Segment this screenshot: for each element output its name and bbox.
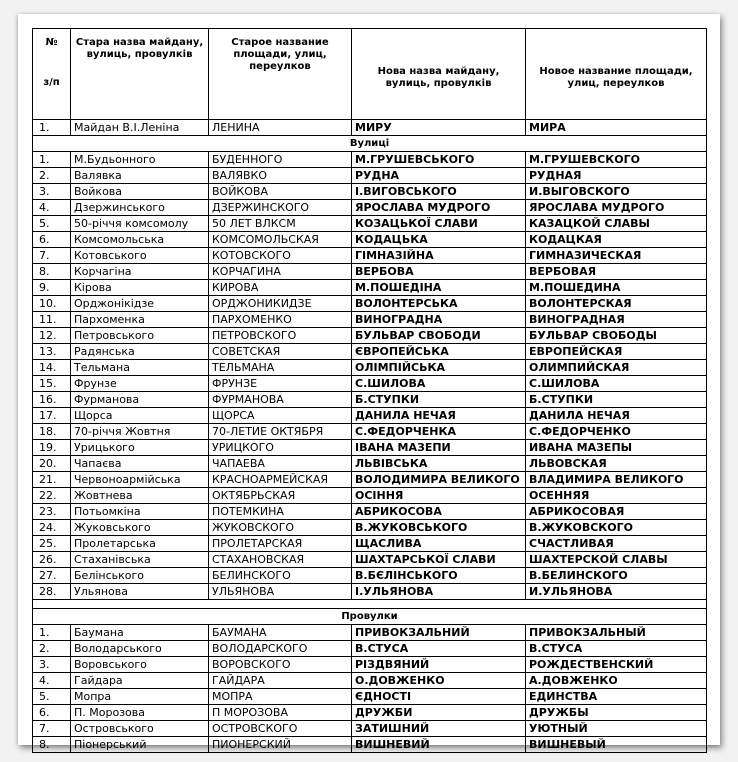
old-name-ua: Баумана <box>71 625 209 641</box>
new-name-ru: РУДНАЯ <box>526 168 707 184</box>
header-num-sub: з/п <box>43 77 60 88</box>
new-name-ua: ВОЛОНТЕРСЬКА <box>352 296 526 312</box>
row-number: 15. <box>33 376 71 392</box>
new-name-ua: РІЗДВЯНИЙ <box>352 657 526 673</box>
row-number: 28. <box>33 584 71 600</box>
spacer-row <box>33 600 707 609</box>
old-name-ua: Жовтнева <box>71 488 209 504</box>
lane-row <box>33 641 707 657</box>
new-name-ru: ВЕРБОВАЯ <box>526 264 707 280</box>
new-name-ru: ЛЬВОВСКАЯ <box>526 456 707 472</box>
old-name-ua: Червоноармійська <box>71 472 209 488</box>
row-number: 7. <box>33 248 71 264</box>
old-name-ua: Петровського <box>71 328 209 344</box>
street-row <box>33 424 707 440</box>
old-name-ru: КРАСНОАРМЕЙСКАЯ <box>209 472 352 488</box>
new-name-ru: В.ЖУКОВСКОГО <box>526 520 707 536</box>
old-name-ua: Пролетарська <box>71 536 209 552</box>
row-number: 6. <box>33 705 71 721</box>
new-name-ru: И.ВЫГОВСКОГО <box>526 184 707 200</box>
row-number: 23. <box>33 504 71 520</box>
new-name-ua: ОСІННЯ <box>352 488 526 504</box>
old-name-ru: ГАЙДАРА <box>209 673 352 689</box>
old-name-ua: Щорса <box>71 408 209 424</box>
new-name-ru: СЧАСТЛИВАЯ <box>526 536 707 552</box>
row-number: 1. <box>33 152 71 168</box>
new-name-ua: С.ФЕДОРЧЕНКА <box>352 424 526 440</box>
row-number: 4. <box>33 673 71 689</box>
new-name-ua: ЄВРОПЕЙСЬКА <box>352 344 526 360</box>
new-name-ru: ГИМНАЗИЧЕСКАЯ <box>526 248 707 264</box>
new-name-ua: В.ЖУКОВСЬКОГО <box>352 520 526 536</box>
old-name-ru: КОТОВСКОГО <box>209 248 352 264</box>
old-name-ua: М.Будьонного <box>71 152 209 168</box>
row-number: 8. <box>33 264 71 280</box>
old-name-ua: Стаханівська <box>71 552 209 568</box>
lane-row <box>33 737 707 753</box>
new-name-ru: БУЛЬВАР СВОБОДЫ <box>526 328 707 344</box>
old-name-ua: Володарського <box>71 641 209 657</box>
new-name-ua: ВИШНЕВИЙ <box>352 737 526 753</box>
street-row <box>33 168 707 184</box>
row-number: 1. <box>33 625 71 641</box>
street-row <box>33 520 707 536</box>
old-name-ru: ФРУНЗЕ <box>209 376 352 392</box>
old-name-ru: ЧАПАЕВА <box>209 456 352 472</box>
old-name-ua: Фурманова <box>71 392 209 408</box>
old-name-ua: Корчагіна <box>71 264 209 280</box>
new-name-ru: Б.СТУПКИ <box>526 392 707 408</box>
row-number: 18. <box>33 424 71 440</box>
new-name-ru: ОСЕННЯЯ <box>526 488 707 504</box>
street-row <box>33 232 707 248</box>
old-name-ua: 70-річчя Жовтня <box>71 424 209 440</box>
new-name-ua: О.ДОВЖЕНКО <box>352 673 526 689</box>
new-name-ru: С.ФЕДОРЧЕНКО <box>526 424 707 440</box>
old-name-ru: ЖУКОВСКОГО <box>209 520 352 536</box>
header-new-ru: Новое название площади, улиц, переулков <box>526 29 707 120</box>
street-row <box>33 200 707 216</box>
old-name-ru: ВОЛОДАРСКОГО <box>209 641 352 657</box>
street-row <box>33 360 707 376</box>
lane-row <box>33 657 707 673</box>
new-name-ua: ДАНИЛА НЕЧАЯ <box>352 408 526 424</box>
new-name-ua: БУЛЬВАР СВОБОДИ <box>352 328 526 344</box>
new-name-ua: ІВАНА МАЗЕПИ <box>352 440 526 456</box>
row-number: 11. <box>33 312 71 328</box>
old-name-ua: Воровського <box>71 657 209 673</box>
old-name-ru: ПИОНЕРСКИЙ <box>209 737 352 753</box>
old-name-ru: СОВЕТСКАЯ <box>209 344 352 360</box>
new-name-ru: В.СТУСА <box>526 641 707 657</box>
new-name-ua: ВОЛОДИМИРА ВЕЛИКОГО <box>352 472 526 488</box>
old-name-ru: ФУРМАНОВА <box>209 392 352 408</box>
old-name-ua: Гайдара <box>71 673 209 689</box>
new-name-ru: ЕВРОПЕЙСКАЯ <box>526 344 707 360</box>
old-name-ua: Пархоменка <box>71 312 209 328</box>
new-name-ru: КАЗАЦКОЙ СЛАВЫ <box>526 216 707 232</box>
street-row <box>33 456 707 472</box>
row-number: 17. <box>33 408 71 424</box>
section-streets-title: Вулиці <box>33 136 707 152</box>
old-name-ru: МОПРА <box>209 689 352 705</box>
row-number: 25. <box>33 536 71 552</box>
old-name-ua: Ульянова <box>71 584 209 600</box>
old-name-ru: КИРОВА <box>209 280 352 296</box>
old-name-ua: Валявка <box>71 168 209 184</box>
new-name-ua: ЗАТИШНИЙ <box>352 721 526 737</box>
new-name-ru: ДАНИЛА НЕЧАЯ <box>526 408 707 424</box>
new-name-ua: КОДАЦЬКА <box>352 232 526 248</box>
street-row <box>33 344 707 360</box>
row-number: 5. <box>33 216 71 232</box>
old-name-ua: Войкова <box>71 184 209 200</box>
new-name-ua: В.СТУСА <box>352 641 526 657</box>
old-name-ru: ВАЛЯВКО <box>209 168 352 184</box>
old-name-ua: Чапаєва <box>71 456 209 472</box>
old-name-ua: Урицького <box>71 440 209 456</box>
old-name-ru: УЛЬЯНОВА <box>209 584 352 600</box>
new-name-ru: ЕДИНСТВА <box>526 689 707 705</box>
old-name-ua: Белінського <box>71 568 209 584</box>
old-name-ru: ВОРОВСКОГО <box>209 657 352 673</box>
row-number: 8. <box>33 737 71 753</box>
new-name-ru: АБРИКОСОВАЯ <box>526 504 707 520</box>
row-number: 26. <box>33 552 71 568</box>
street-row <box>33 184 707 200</box>
old-name-ua: Комсомольська <box>71 232 209 248</box>
new-name-ua: С.ШИЛОВА <box>352 376 526 392</box>
old-name-ru: ОРДЖОНИКИДЗЕ <box>209 296 352 312</box>
new-name-ru: ВЛАДИМИРА ВЕЛИКОГО <box>526 472 707 488</box>
new-name-ru: И.УЛЬЯНОВА <box>526 584 707 600</box>
old-name-ru: БАУМАНА <box>209 625 352 641</box>
row-number: 12. <box>33 328 71 344</box>
new-name-ua: ВЕРБОВА <box>352 264 526 280</box>
street-row <box>33 392 707 408</box>
new-name-ru: РОЖДЕСТВЕНСКИЙ <box>526 657 707 673</box>
row-number: 21. <box>33 472 71 488</box>
street-row <box>33 376 707 392</box>
street-row <box>33 536 707 552</box>
renaming-table <box>32 28 707 753</box>
header-num <box>33 29 71 120</box>
old-name-ua: 50-річчя комсомолу <box>71 216 209 232</box>
old-name-ru: ТЕЛЬМАНА <box>209 360 352 376</box>
row-number: 14. <box>33 360 71 376</box>
old-name-ru: 50 ЛЕТ ВЛКСМ <box>209 216 352 232</box>
old-name-ua: Радянська <box>71 344 209 360</box>
new-name-ua: ОЛІМПІЙСЬКА <box>352 360 526 376</box>
old-name-ru: УРИЦКОГО <box>209 440 352 456</box>
new-name-ua: ПРИВОКЗАЛЬНИЙ <box>352 625 526 641</box>
old-name-ua: П. Морозова <box>71 705 209 721</box>
lane-row <box>33 721 707 737</box>
new-name-ua: М.ГРУШЕВСЬКОГО <box>352 152 526 168</box>
new-name-ru: М.ПОШЕДИНА <box>526 280 707 296</box>
street-row <box>33 504 707 520</box>
new-name-ua: ДРУЖБИ <box>352 705 526 721</box>
spacer-cell <box>33 600 707 609</box>
old-name-ua: Дзержинського <box>71 200 209 216</box>
new-name-ua: ШАХТАРСЬКОЇ СЛАВИ <box>352 552 526 568</box>
old-name-ru: ПАРХОМЕНКО <box>209 312 352 328</box>
old-name-ru: ПОТЕМКИНА <box>209 504 352 520</box>
old-name-ru: БУДЕННОГО <box>209 152 352 168</box>
new-name-ua: Б.СТУПКИ <box>352 392 526 408</box>
old-name-ru: КОРЧАГИНА <box>209 264 352 280</box>
old-name-ru: БЕЛИНСКОГО <box>209 568 352 584</box>
row-number: 10. <box>33 296 71 312</box>
table-body <box>33 120 707 753</box>
old-name-ru: ВОЙКОВА <box>209 184 352 200</box>
header-old-ua: Стара назва майдану, вулиць, провулків <box>71 29 209 120</box>
new-name-ua: І.ВИГОВСЬКОГО <box>352 184 526 200</box>
old-name-ru: П МОРОЗОВА <box>209 705 352 721</box>
old-name-ua: Кірова <box>71 280 209 296</box>
document-sheet <box>18 14 720 751</box>
new-name-ua: ЛЬВІВСЬКА <box>352 456 526 472</box>
old-name-ru: ПЕТРОВСКОГО <box>209 328 352 344</box>
old-name-ua: Жуковського <box>71 520 209 536</box>
new-name-ru: А.ДОВЖЕНКО <box>526 673 707 689</box>
new-name-ru: ОЛИМПИЙСКАЯ <box>526 360 707 376</box>
row-number: 2. <box>33 168 71 184</box>
section-streets <box>33 136 707 152</box>
row-number: 3. <box>33 184 71 200</box>
new-name-ru: ВИНОГРАДНАЯ <box>526 312 707 328</box>
row-number: 27. <box>33 568 71 584</box>
old-name-ua: Тельмана <box>71 360 209 376</box>
square-row <box>33 120 707 136</box>
old-name-ua: Котовського <box>71 248 209 264</box>
street-row <box>33 280 707 296</box>
new-name-ua: АБРИКОСОВА <box>352 504 526 520</box>
new-name-ru: МИРА <box>526 120 707 136</box>
old-name-ru: 70-ЛЕТИЕ ОКТЯБРЯ <box>209 424 352 440</box>
row-number: 24. <box>33 520 71 536</box>
new-name-ua: МИРУ <box>352 120 526 136</box>
row-number: 13. <box>33 344 71 360</box>
row-number: 9. <box>33 280 71 296</box>
row-number: 4. <box>33 200 71 216</box>
street-row <box>33 328 707 344</box>
new-name-ru: ЯРОСЛАВА МУДРОГО <box>526 200 707 216</box>
row-number: 16. <box>33 392 71 408</box>
row-number: 22. <box>33 488 71 504</box>
header-num-label: № <box>45 37 58 48</box>
old-name-ru: ОСТРОВСКОГО <box>209 721 352 737</box>
section-lanes-title: Провулки <box>33 609 707 625</box>
row-number: 5. <box>33 689 71 705</box>
new-name-ru: УЮТНЫЙ <box>526 721 707 737</box>
new-name-ua: М.ПОШЕДІНА <box>352 280 526 296</box>
street-row <box>33 312 707 328</box>
old-name-ru: ДЗЕРЖИНСКОГО <box>209 200 352 216</box>
old-name-ru: ЛЕНИНА <box>209 120 352 136</box>
new-name-ua: ЩАСЛИВА <box>352 536 526 552</box>
header-new-ua: Нова назва майдану, вулиць, провулків <box>352 29 526 120</box>
street-row <box>33 552 707 568</box>
header-old-ru: Старое название площади, улиц, переулков <box>209 29 352 120</box>
street-row <box>33 408 707 424</box>
new-name-ru: ДРУЖБЫ <box>526 705 707 721</box>
street-row <box>33 488 707 504</box>
table-header-row <box>33 29 707 120</box>
street-row <box>33 264 707 280</box>
old-name-ru: ЩОРСА <box>209 408 352 424</box>
new-name-ua: КОЗАЦЬКОЇ СЛАВИ <box>352 216 526 232</box>
old-name-ru: СТАХАНОВСКАЯ <box>209 552 352 568</box>
lane-row <box>33 705 707 721</box>
new-name-ua: ЯРОСЛАВА МУДРОГО <box>352 200 526 216</box>
new-name-ru: КОДАЦКАЯ <box>526 232 707 248</box>
row-number: 6. <box>33 232 71 248</box>
old-name-ru: ОКТЯБРЬСКАЯ <box>209 488 352 504</box>
new-name-ua: ВИНОГРАДНА <box>352 312 526 328</box>
old-name-ua: Потьомкіна <box>71 504 209 520</box>
lane-row <box>33 689 707 705</box>
street-row <box>33 152 707 168</box>
row-number: 19. <box>33 440 71 456</box>
new-name-ua: В.БЄЛІНСЬКОГО <box>352 568 526 584</box>
new-name-ua: І.УЛЬЯНОВА <box>352 584 526 600</box>
street-row <box>33 568 707 584</box>
old-name-ua: Піонерський <box>71 737 209 753</box>
new-name-ru: ИВАНА МАЗЕПЫ <box>526 440 707 456</box>
street-row <box>33 248 707 264</box>
old-name-ua: Орджонікідзе <box>71 296 209 312</box>
new-name-ru: С.ШИЛОВА <box>526 376 707 392</box>
old-name-ua: Мопра <box>71 689 209 705</box>
new-name-ru: ВОЛОНТЕРСКАЯ <box>526 296 707 312</box>
row-number: 20. <box>33 456 71 472</box>
new-name-ua: ГІМНАЗІЙНА <box>352 248 526 264</box>
old-name-ru: ПРОЛЕТАРСКАЯ <box>209 536 352 552</box>
new-name-ru: ШАХТЕРСКОЙ СЛАВЫ <box>526 552 707 568</box>
row-number: 1. <box>33 120 71 136</box>
street-row <box>33 216 707 232</box>
new-name-ru: ВИШНЕВЫЙ <box>526 737 707 753</box>
new-name-ru: ПРИВОКЗАЛЬНЫЙ <box>526 625 707 641</box>
new-name-ua: ЄДНОСТІ <box>352 689 526 705</box>
row-number: 3. <box>33 657 71 673</box>
new-name-ru: М.ГРУШЕВСКОГО <box>526 152 707 168</box>
street-row <box>33 472 707 488</box>
old-name-ua: Майдан В.І.Леніна <box>71 120 209 136</box>
old-name-ua: Фрунзе <box>71 376 209 392</box>
street-row <box>33 440 707 456</box>
new-name-ua: РУДНА <box>352 168 526 184</box>
lane-row <box>33 625 707 641</box>
row-number: 2. <box>33 641 71 657</box>
new-name-ru: В.БЕЛИНСКОГО <box>526 568 707 584</box>
old-name-ru: КОМСОМОЛЬСКАЯ <box>209 232 352 248</box>
street-row <box>33 584 707 600</box>
street-row <box>33 296 707 312</box>
old-name-ua: Островського <box>71 721 209 737</box>
section-lanes <box>33 609 707 625</box>
row-number: 7. <box>33 721 71 737</box>
lane-row <box>33 673 707 689</box>
